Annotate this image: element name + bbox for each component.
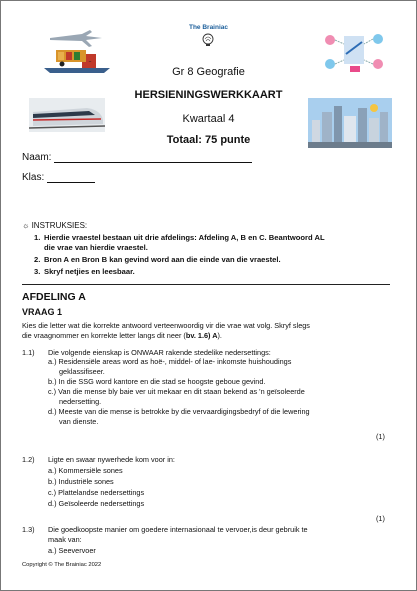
name-label: Naam: <box>22 152 52 163</box>
option-b: b.) In die SSG word kantore en die stad se hoogste geboue gevind. <box>48 377 266 386</box>
class-label: Klas: <box>22 172 45 183</box>
name-input-line[interactable] <box>54 152 252 163</box>
worksheet-title: HERSIENINGSWERKKAART <box>134 89 283 101</box>
option-a: a.) Seevervoer <box>48 546 96 555</box>
instructions-title: INSTRUKSIES: <box>31 221 88 230</box>
brand-name: The Brainiac <box>188 24 228 31</box>
question-intro: Kies die letter wat die korrekte antwoord verteenwoordig vir die vrae wat volg. Skryf slegs die vraagnommer en korrekte letter langs dit neer (bv. 1.6) A). <box>22 321 310 340</box>
option-d: d.) Meeste van die mense is betrokke by die vervaardigingsbedryf of die lewering van dienste. <box>48 407 310 426</box>
brainiac-logo <box>199 32 217 50</box>
question-title: VRAAG 1 <box>22 307 63 317</box>
option-c: c.) Plattelandse nedersettings <box>48 488 145 497</box>
class-field-row <box>22 172 95 183</box>
term-label: Kwartaal 4 <box>182 113 235 125</box>
lightbulb-icon: ☼ <box>22 221 30 230</box>
option-a: a.) Kommersiële sones <box>48 466 123 475</box>
total-marks: Totaal: 75 punte <box>166 134 251 146</box>
divider <box>22 284 390 285</box>
copyright-footer: Copyright © The Brainiac 2022 <box>22 562 102 568</box>
option-d: d.) Geïsoleerde nedersettings <box>48 499 145 508</box>
option-b: b.) Industriële sones <box>48 477 114 486</box>
mark-allocation: (1) <box>376 514 385 523</box>
section-title: AFDELING A <box>22 291 86 303</box>
mark-allocation: (1) <box>376 432 385 441</box>
instructions-heading <box>22 221 87 230</box>
class-input-line[interactable] <box>47 172 95 183</box>
grade-title: Gr 8 Geografie <box>172 66 245 78</box>
option-c: c.) Van die mense bly baie ver uit mekaar en dit staan bekend as 'n geïsoleerde nedersetting. <box>48 387 305 406</box>
name-field-row <box>22 152 252 163</box>
option-a: a.) Residensiële areas word as hoë-, middel- of lae- inkomste huishoudings geklassifiseer. <box>48 357 292 376</box>
